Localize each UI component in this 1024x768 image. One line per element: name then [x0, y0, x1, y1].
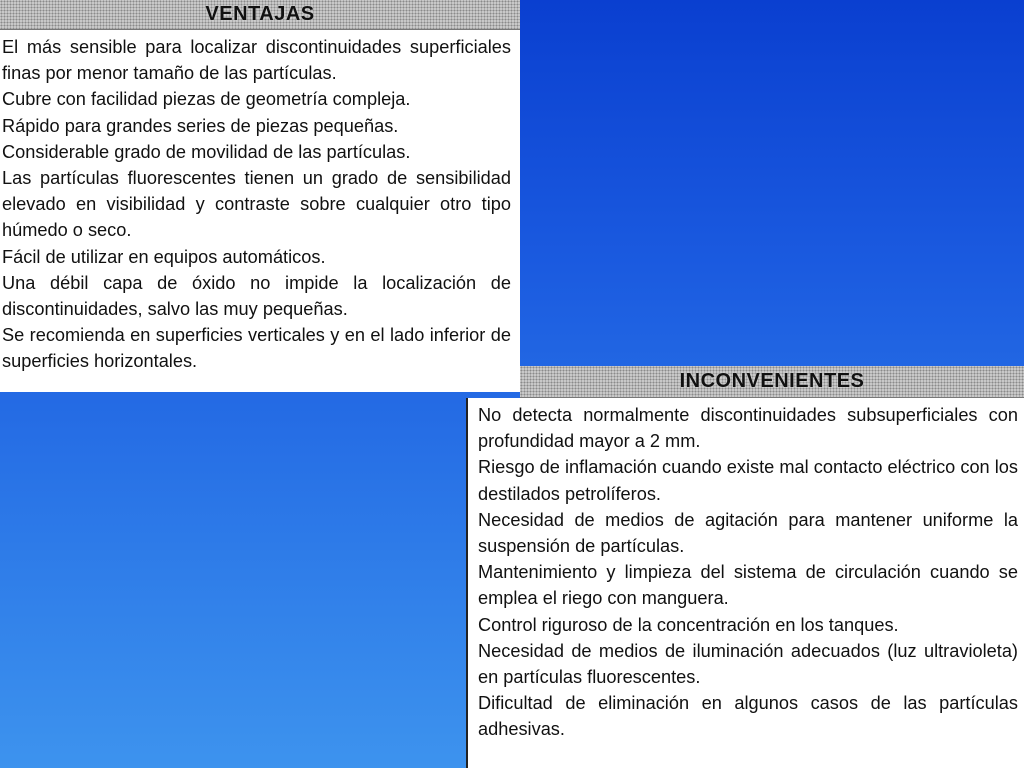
- ventajas-item: Una débil capa de óxido no impide la localización de discontinuidades, salvo las muy pequeñas.: [2, 272, 511, 320]
- inconvenientes-title: INCONVENIENTES: [679, 370, 865, 392]
- inconvenientes-item: Riesgo de inflamación cuando existe mal contacto eléctrico con los destilados petrolíferos.: [478, 457, 1018, 504]
- inconvenientes-item: Dificultad de eliminación en algunos casos de las partículas adhesivas.: [478, 693, 1018, 740]
- ventajas-header: [0, 0, 520, 30]
- ventajas-title: VENTAJAS: [205, 3, 315, 25]
- inconvenientes-item: Necesidad de medios de agitación para mantener uniforme la suspensión de partículas.: [478, 509, 1018, 557]
- inconvenientes-item: Mantenimiento y limpieza del sistema de circulación cuando se emplea el riego con manguera.: [478, 562, 1018, 609]
- ventajas-list: [0, 30, 520, 392]
- inconvenientes-panel: [478, 366, 1024, 740]
- ventajas-item: Rápido para grandes series de piezas pequeñas.: [2, 115, 399, 136]
- ventajas-item: Considerable grado de movilidad de las partículas.: [2, 141, 411, 162]
- inconvenientes-item: Control riguroso de la concentración en los tanques.: [478, 614, 899, 635]
- inconvenientes-item: No detecta normalmente discontinuidades subsuperficiales con profundidad mayor a 2 mm.: [478, 405, 1018, 452]
- ventajas-item: Las partículas fluorescentes tienen un grado de sensibilidad elevado en visibilidad y contraste sobre cualquier otro tipo húmedo o seco.: [2, 168, 511, 241]
- ventajas-item: Fácil de utilizar en equipos automáticos.: [2, 246, 326, 267]
- inconvenientes-item: Necesidad de medios de iluminación adecuados (luz ultravioleta) en partículas fluorescentes.: [478, 640, 1018, 688]
- inconvenientes-list: [466, 398, 1024, 768]
- ventajas-item: Cubre con facilidad piezas de geometría compleja.: [2, 89, 411, 110]
- ventajas-item: Se recomienda en superficies verticales y en el lado inferior de superficies horizontales.: [2, 325, 511, 372]
- inconvenientes-header: [520, 366, 1024, 398]
- ventajas-panel: [0, 0, 520, 392]
- ventajas-item: El más sensible para localizar discontinuidades superficiales finas por menor tamaño de las partículas.: [2, 37, 511, 84]
